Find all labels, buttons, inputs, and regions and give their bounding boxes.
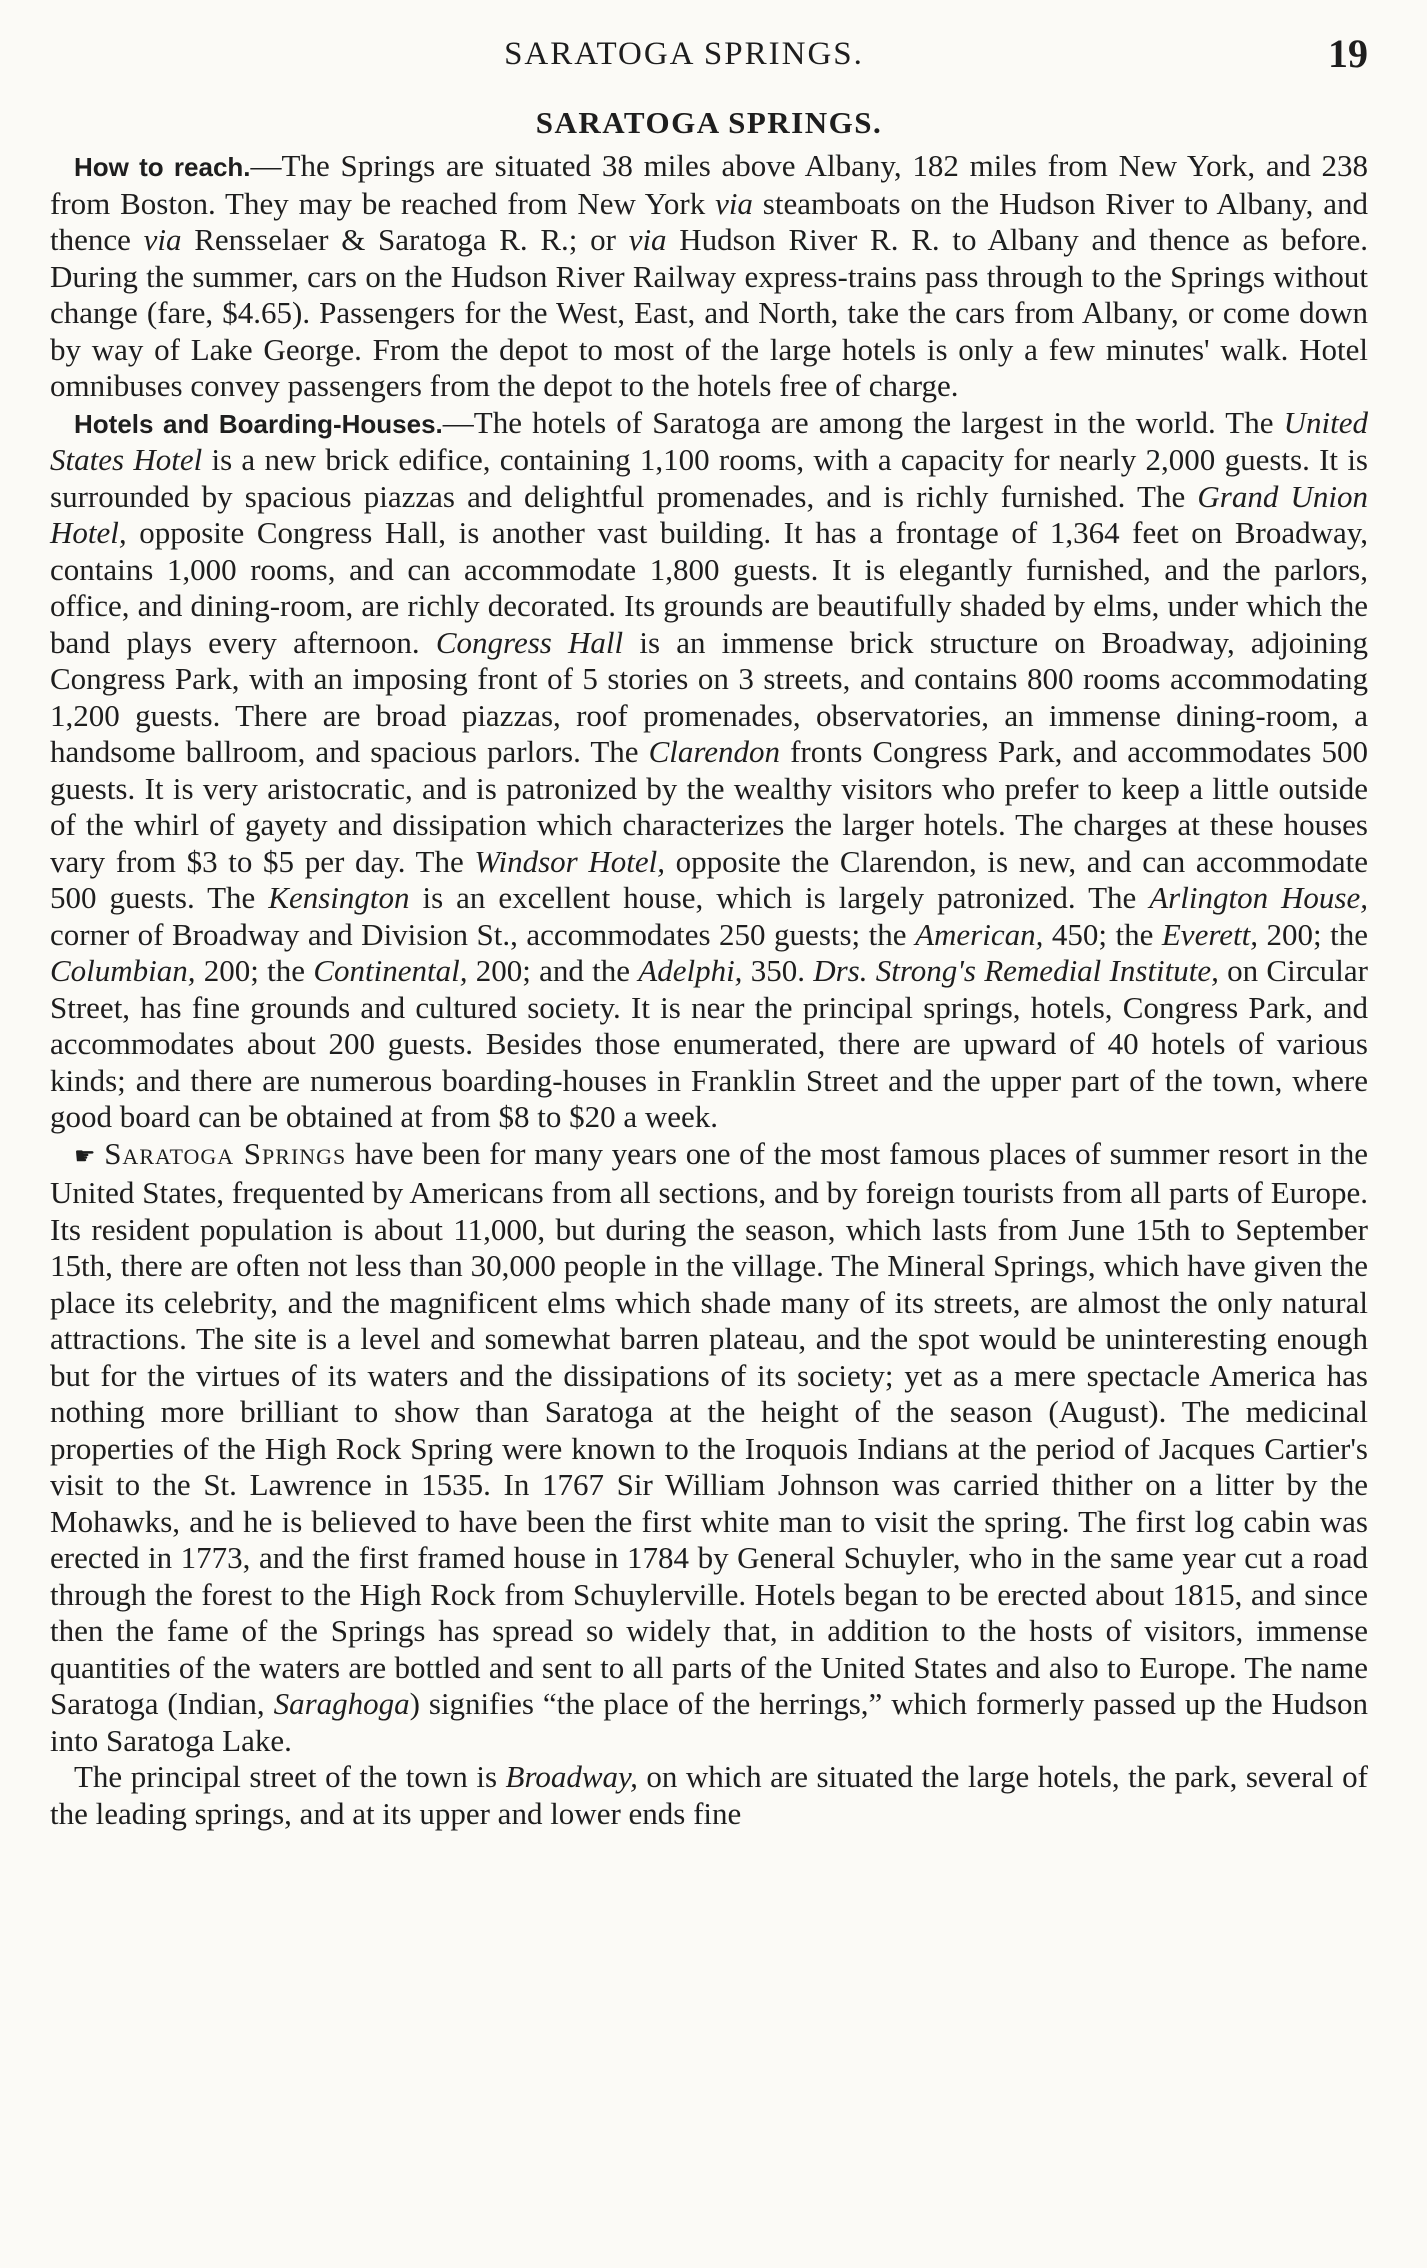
page-number: 19	[1328, 31, 1368, 76]
text-run: steamboats on the Hudson River to Albany, and thence	[50, 185, 1368, 257]
text-run: on Circular Street, has fine grounds and cultured society. It is near the principal springs, hotels, Congress Park, and accommodates about 200 guests. Besides those enumerated, there are upward of 40 hotels of various kinds; and there are numerous boarding-houses in Franklin Street and the upper part of the town, where good board can be obtained at from $8 to $20 a week.	[50, 953, 1368, 1134]
hotel-name: Everett,	[1161, 916, 1258, 952]
hotel-name: Drs. Strong's Remedial Institute,	[813, 953, 1219, 988]
running-head	[0, 30, 1368, 86]
italic-run: Saraghoga	[273, 1686, 410, 1721]
italic-run: Broadway,	[505, 1759, 638, 1794]
hotel-name: United States Hotel	[50, 404, 1369, 477]
text-run: —The hotels of Saratoga are among the largest in the world. The	[442, 404, 1284, 440]
text-run: is a new brick edifice, containing 1,100 rooms, with a capacity for nearly 2,000 guests. It is surrounded by spacious piazzas and delightful promenades, and is richly furnished. The	[50, 442, 1369, 514]
paragraph-hotels	[50, 405, 1368, 1136]
italic-run: via	[715, 185, 753, 221]
italic-run: via	[143, 222, 182, 257]
text-run: is an immense brick structure on Broadway, adjoining Congress Park, with an imposing front of 5 stories on 3 streets, and contains 800 rooms accommodating 1,200 guests. There are broad piazzas, roof promenades, observatories, an immense dining-room, a handsome ballroom, and spacious parlors. The	[50, 624, 1368, 769]
text-run: opposite Congress Hall, is another vast building. It has a frontage of 1,364 feet on Broadway, contains 1,000 rooms, and can accommodate 1,800 guests. It is elegantly furnished, and the parlors, office, and dining-room, are richly decorated. Its grounds are beautifully shaded by elms, under which the band plays every afternoon.	[50, 515, 1368, 660]
hotel-name: Adelphi,	[638, 953, 743, 988]
text-run: The principal street of the town is	[74, 1759, 506, 1794]
text-run: is an excellent house, which is largely patronized. The	[409, 880, 1150, 915]
text-run: Rensselaer & Saratoga R. R.; or	[181, 222, 629, 257]
paragraph-history	[50, 1136, 1368, 1760]
paragraph-broadway	[50, 1759, 1368, 1832]
text-run: 200; the	[195, 953, 314, 988]
running-head-title: SARATOGA SPRINGS.	[504, 36, 864, 72]
paragraph-lead: Hotels and Boarding-Houses.	[74, 408, 443, 439]
text-run: 200; and the	[467, 953, 639, 988]
hotel-name: Windsor Hotel,	[474, 843, 666, 879]
hotel-name: Congress Hall	[435, 624, 624, 660]
text-run: 350.	[742, 953, 814, 988]
paragraph-how-to-reach	[50, 148, 1368, 405]
hotel-name: Clarendon	[648, 734, 781, 769]
paragraph-lead: How to reach.	[74, 152, 251, 182]
hotel-name: American,	[915, 916, 1044, 952]
article	[50, 100, 1368, 1832]
section-heading: SARATOGA SPRINGS.	[535, 105, 883, 140]
text-run: 200; the	[1257, 916, 1368, 952]
hotel-name: Continental,	[313, 953, 468, 988]
text-run: opposite the Clarendon, is new, and can accommodate 500 guests. The	[50, 843, 1368, 915]
hotel-name: Arlington House,	[1149, 880, 1368, 915]
hotel-name: Kensington	[268, 880, 410, 915]
text-run: on which are situated the large hotels, the park, several of the leading springs, and at its upper and lower ends fine	[50, 1759, 1368, 1831]
small-caps-run: Saratoga Springs	[104, 1135, 347, 1171]
italic-run: via	[628, 222, 667, 257]
pointing-hand-icon: ☛	[74, 1143, 96, 1170]
text-run: Hudson River R. R. to Albany and thence as before. During the summer, cars on the Hudson River Railway express-trains pass through to the Springs without change (fare, $4.65). Passengers for the West, East, and North, take the cars from Albany, or come down by way of Lake George. From the depot to most of the large hotels is only a few minutes' walk. Hotel omnibuses convey passengers from the depot to the hotels free of charge.	[50, 222, 1369, 403]
text-run: have been for many years one of the most famous places of summer resort in the United States, frequented by Americans from all sections, and by foreign tourists from all parts of Europe. Its resident population is about 11,000, but during the season, which lasts from June 15th to September 15th, there are often not less than 30,000 people in the village. The Mineral Springs, which have given the place its celebrity, and the magnificent elms which shade many of its streets, are almost the only natural attractions. The site is a level and somewhat barren plateau, and the spot would be uninteresting enough but for the virtues of its waters and the dissipations of its society; yet as a mere spectacle America has nothing more brilliant to show than Saratoga at the height of the season (August). The medicinal properties of the High Rock Spring were known to the Iroquois Indians at the period of Jacques Cartier's visit to the St. Lawrence in 1535. In 1767 Sir William Johnson was carried thither on a litter by the Mohawks, and he is believed to have been the first white man to visit the spring. The first log cabin was erected in 1773, and the first framed house in 1784 by General Schuyler, who in the same year cut a road through the forest to the High Rock from Schuylerville. Hotels began to be erected about 1815, and since then the fame of the Springs has spread so widely that, in addition to the hosts of visitors, immense quantities of the waters are bottled and sent to all parts of the United States and also to Europe. The name Saratoga (Indian,	[50, 1135, 1369, 1721]
hotel-name: Grand Union Hotel,	[50, 478, 1369, 550]
text-run: ) signifies “the place of the herrings,” which formerly passed up the Hudson into Saratoga Lake.	[50, 1686, 1368, 1758]
text-run: —The Springs are situated 38 miles above Albany, 182 miles from New York, and 238 from Boston. They may be reached from New York	[50, 148, 1368, 221]
text-run: fronts Congress Park, and accommodates 500 guests. It is very aristocratic, and is patronized by the wealthy visitors who prefer to keep a little outside of the whirl of gayety and dissipation which characterizes the larger hotels. The charges at these houses vary from $3 to $5 per day. The	[50, 734, 1368, 879]
hotel-name: Columbian,	[50, 953, 196, 988]
text-run: 450; the	[1043, 916, 1162, 952]
text-run: corner of Broadway and Division St., accommodates 250 guests; the	[50, 916, 916, 952]
